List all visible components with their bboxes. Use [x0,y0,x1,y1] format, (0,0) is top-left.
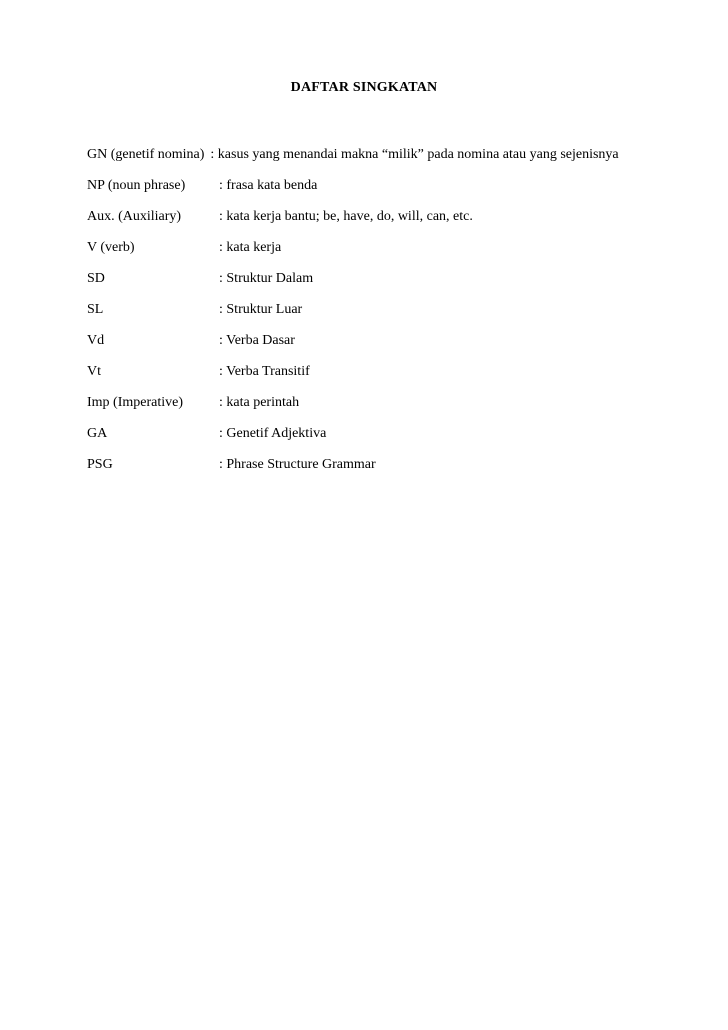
abbreviation-definition: : Verba Transitif [219,364,310,379]
abbreviation-entry [87,174,647,197]
abbreviation-entry [87,298,647,321]
abbreviation-term: PSG [87,457,113,472]
abbreviation-term: SL [87,302,104,317]
abbreviation-definition: : kata kerja [219,240,282,255]
abbreviation-term: NP (noun phrase) [87,178,186,193]
abbreviation-list [87,143,647,484]
abbreviation-entry [87,391,647,414]
abbreviation-definition: : Struktur Luar [219,302,303,317]
abbreviation-definition: : kasus yang menandai makna “milik” pada nomina atau yang sejenisnya [210,147,619,162]
abbreviation-definition: : Struktur Dalam [219,271,314,286]
page-title: DAFTAR SINGKATAN [290,80,438,95]
abbreviation-definition: : Phrase Structure Grammar [219,457,376,472]
abbreviation-definition: : kata perintah [219,395,300,410]
abbreviation-entry [87,267,647,290]
abbreviation-term: V (verb) [87,240,135,255]
abbreviation-entry [87,453,647,476]
abbreviation-definition: : frasa kata benda [219,178,318,193]
abbreviation-term: SD [87,271,105,286]
abbreviation-entry [87,422,647,445]
abbreviation-entry [87,236,647,259]
abbreviation-entry [87,360,647,383]
abbreviation-definition: : kata kerja bantu; be, have, do, will, can, etc. [219,209,473,224]
abbreviation-term: Vd [87,333,105,348]
abbreviation-term: Aux. (Auxiliary) [87,209,182,224]
abbreviation-entry [87,143,647,166]
abbreviation-entry [87,205,647,228]
abbreviation-term: Imp (Imperative) [87,395,184,410]
abbreviation-definition: : Genetif Adjektiva [219,426,327,441]
abbreviation-entry [87,329,647,352]
abbreviation-term: GA [87,426,108,441]
abbreviation-definition: : Verba Dasar [219,333,295,348]
abbreviation-term: GN (genetif nomina) [87,147,205,162]
abbreviation-term: Vt [87,364,101,379]
